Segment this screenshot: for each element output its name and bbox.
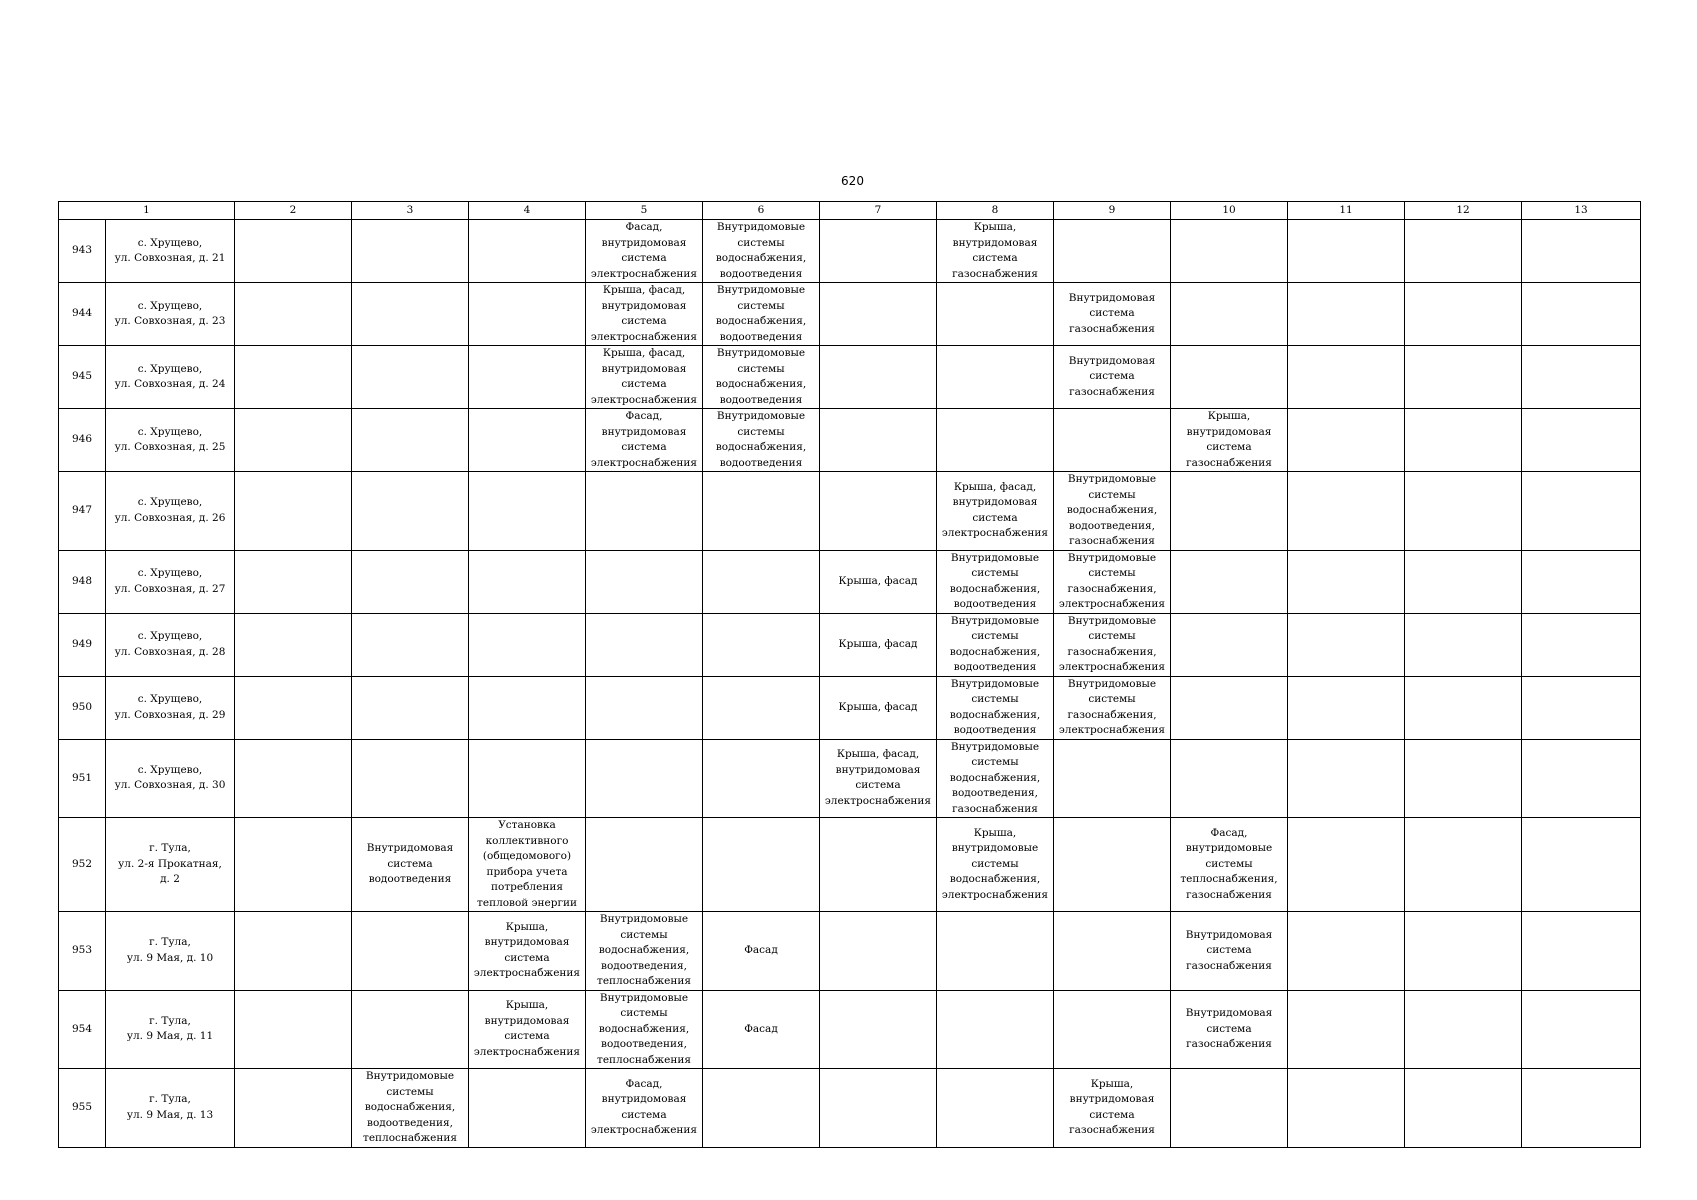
cell-col-4	[469, 283, 586, 346]
address-locality: с. Хрущево,	[137, 299, 203, 312]
cell-col-4	[469, 1069, 586, 1148]
cell-col-3	[352, 346, 469, 409]
address-locality: с. Хрущево,	[137, 763, 203, 776]
column-header-9: 9	[1054, 202, 1171, 220]
table-row	[59, 613, 1641, 676]
cell-col-5: Фасад, внутридомовая система электроснабжения	[586, 409, 703, 472]
column-header-10: 10	[1171, 202, 1288, 220]
cell-col-11	[1288, 220, 1405, 283]
address-street: ул. Совхозная, д. 26	[114, 511, 226, 524]
cell-col-6: Внутридомовые системы водоснабжения, водоотведения	[703, 409, 820, 472]
address-cell	[106, 676, 235, 739]
address-cell	[106, 550, 235, 613]
cell-col-12	[1405, 550, 1522, 613]
address-cell	[106, 346, 235, 409]
cell-col-8: Внутридомовые системы водоснабжения, водоотведения, газоснабжения	[937, 739, 1054, 818]
column-header-13: 13	[1522, 202, 1641, 220]
table-row	[59, 1069, 1641, 1148]
address-cell	[106, 409, 235, 472]
cell-col-12	[1405, 283, 1522, 346]
column-header-3: 3	[352, 202, 469, 220]
cell-col-6	[703, 676, 820, 739]
address-cell	[106, 613, 235, 676]
cell-col-5: Крыша, фасад, внутридомовая система электроснабжения	[586, 346, 703, 409]
cell-col-10: Внутридомовая система газоснабжения	[1171, 990, 1288, 1069]
address-street: ул. Совхозная, д. 21	[114, 252, 226, 264]
cell-col-10: Внутридомовая система газоснабжения	[1171, 912, 1288, 991]
cell-col-4	[469, 613, 586, 676]
row-number: 946	[59, 409, 106, 472]
address-cell	[106, 990, 235, 1069]
cell-col-13	[1522, 1069, 1641, 1148]
cell-col-12	[1405, 613, 1522, 676]
cell-col-11	[1288, 409, 1405, 472]
cell-col-10: Фасад, внутридомовые системы теплоснабжения, газоснабжения	[1171, 818, 1288, 912]
cell-col-3	[352, 550, 469, 613]
cell-col-13	[1522, 912, 1641, 991]
cell-col-5: Внутридомовые системы водоснабжения, водоотведения, теплоснабжения	[586, 990, 703, 1069]
cell-col-2	[235, 739, 352, 818]
cell-col-10	[1171, 613, 1288, 676]
address-street: ул. 9 Мая, д. 13	[126, 1108, 214, 1121]
address-extra: д. 2	[160, 873, 180, 886]
cell-col-2	[235, 990, 352, 1069]
cell-col-3	[352, 912, 469, 991]
column-header-8: 8	[937, 202, 1054, 220]
cell-col-6: Внутридомовые системы водоснабжения, водоотведения	[703, 220, 820, 283]
cell-col-3: Внутридомовая система водоотведения	[352, 818, 469, 912]
cell-col-11	[1288, 550, 1405, 613]
cell-col-2	[235, 472, 352, 551]
cell-col-10	[1171, 1069, 1288, 1148]
cell-col-5	[586, 472, 703, 551]
address-locality: с. Хрущево,	[137, 693, 203, 705]
address-street: ул. Совхозная, д. 25	[114, 441, 226, 453]
cell-col-6	[703, 550, 820, 613]
cell-col-5	[586, 550, 703, 613]
address-street: ул. Совхозная, д. 27	[114, 582, 226, 595]
column-header-6: 6	[703, 202, 820, 220]
column-header-2: 2	[235, 202, 352, 220]
cell-col-4: Крыша, внутридомовая система электроснабжения	[469, 912, 586, 991]
cell-col-8	[937, 1069, 1054, 1148]
address-cell	[106, 472, 235, 551]
cell-col-12	[1405, 346, 1522, 409]
row-number: 944	[59, 283, 106, 346]
cell-col-12	[1405, 409, 1522, 472]
cell-col-3	[352, 739, 469, 818]
cell-col-11	[1288, 739, 1405, 818]
cell-col-2	[235, 409, 352, 472]
cell-col-10	[1171, 472, 1288, 551]
cell-col-11	[1288, 990, 1405, 1069]
row-number: 953	[59, 912, 106, 991]
address-cell	[106, 818, 235, 912]
cell-col-13	[1522, 613, 1641, 676]
cell-col-10	[1171, 739, 1288, 818]
cell-col-5: Крыша, фасад, внутридомовая система электроснабжения	[586, 283, 703, 346]
cell-col-6: Внутридомовые системы водоснабжения, водоотведения	[703, 283, 820, 346]
cell-col-2	[235, 283, 352, 346]
address-locality: г. Тула,	[149, 1014, 191, 1027]
cell-col-10	[1171, 550, 1288, 613]
cell-col-10	[1171, 283, 1288, 346]
address-locality: с. Хрущево,	[137, 425, 203, 438]
cell-col-12	[1405, 912, 1522, 991]
cell-col-13	[1522, 409, 1641, 472]
cell-col-8: Внутридомовые системы водоснабжения, водоотведения	[937, 676, 1054, 739]
cell-col-9: Внутридомовые системы газоснабжения, электроснабжения	[1054, 550, 1171, 613]
address-locality: с. Хрущево,	[137, 630, 203, 642]
cell-col-13	[1522, 472, 1641, 551]
table-row	[59, 990, 1641, 1069]
cell-col-2	[235, 346, 352, 409]
address-locality: с. Хрущево,	[137, 362, 203, 375]
cell-col-4	[469, 676, 586, 739]
cell-col-2	[235, 912, 352, 991]
cell-col-3	[352, 283, 469, 346]
address-cell	[106, 739, 235, 818]
table-row	[59, 346, 1641, 409]
cell-col-3: Внутридомовые системы водоснабжения, водоотведения, теплоснабжения	[352, 1069, 469, 1148]
cell-col-13	[1522, 346, 1641, 409]
cell-col-9	[1054, 220, 1171, 283]
cell-col-7: Крыша, фасад	[820, 613, 937, 676]
cell-col-2	[235, 613, 352, 676]
column-number-row	[59, 202, 1641, 220]
cell-col-8: Внутридомовые системы водоснабжения, водоотведения	[937, 613, 1054, 676]
cell-col-8	[937, 283, 1054, 346]
address-cell	[106, 283, 235, 346]
cell-col-11	[1288, 346, 1405, 409]
cell-col-9: Крыша, внутридомовая система газоснабжения	[1054, 1069, 1171, 1148]
cell-col-11	[1288, 1069, 1405, 1148]
cell-col-2	[235, 220, 352, 283]
table-row	[59, 739, 1641, 818]
cell-col-12	[1405, 1069, 1522, 1148]
cell-col-6	[703, 613, 820, 676]
cell-col-8: Крыша, фасад, внутридомовая система электроснабжения	[937, 472, 1054, 551]
row-number: 954	[59, 990, 106, 1069]
table-row	[59, 472, 1641, 551]
cell-col-4: Крыша, внутридомовая система электроснабжения	[469, 990, 586, 1069]
cell-col-6: Фасад	[703, 990, 820, 1069]
cell-col-5	[586, 676, 703, 739]
cell-col-9	[1054, 990, 1171, 1069]
cell-col-13	[1522, 676, 1641, 739]
address-street: ул. 9 Мая, д. 11	[126, 1030, 214, 1043]
column-header-12: 12	[1405, 202, 1522, 220]
cell-col-8	[937, 346, 1054, 409]
address-locality: с. Хрущево,	[137, 236, 203, 249]
cell-col-11	[1288, 818, 1405, 912]
cell-col-13	[1522, 283, 1641, 346]
cell-col-4	[469, 739, 586, 818]
page-number: 620	[841, 174, 864, 188]
cell-col-12	[1405, 220, 1522, 283]
cell-col-8: Крыша, внутридомовые системы водоснабжения, электроснабжения	[937, 818, 1054, 912]
cell-col-9: Внутридомовые системы газоснабжения, электроснабжения	[1054, 676, 1171, 739]
cell-col-2	[235, 550, 352, 613]
cell-col-11	[1288, 472, 1405, 551]
cell-col-9	[1054, 912, 1171, 991]
row-number: 945	[59, 346, 106, 409]
cell-col-6: Внутридомовые системы водоснабжения, водоотведения	[703, 346, 820, 409]
address-locality: с. Хрущево,	[137, 567, 203, 579]
cell-col-3	[352, 990, 469, 1069]
cell-col-12	[1405, 739, 1522, 818]
cell-col-13	[1522, 990, 1641, 1069]
cell-col-6	[703, 472, 820, 551]
table-row	[59, 283, 1641, 346]
cell-col-8	[937, 409, 1054, 472]
cell-col-6	[703, 1069, 820, 1148]
cell-col-7	[820, 818, 937, 912]
table-row	[59, 676, 1641, 739]
cell-col-11	[1288, 912, 1405, 991]
cell-col-3	[352, 676, 469, 739]
row-number: 947	[59, 472, 106, 551]
cell-col-4	[469, 472, 586, 551]
cell-col-5	[586, 613, 703, 676]
cell-col-3	[352, 613, 469, 676]
cell-col-5: Фасад, внутридомовая система электроснабжения	[586, 220, 703, 283]
cell-col-13	[1522, 220, 1641, 283]
address-cell	[106, 1069, 235, 1148]
cell-col-2	[235, 676, 352, 739]
address-locality: г. Тула,	[149, 936, 191, 949]
cell-col-13	[1522, 818, 1641, 912]
row-number: 955	[59, 1069, 106, 1148]
cell-col-7	[820, 346, 937, 409]
cell-col-5	[586, 818, 703, 912]
row-number: 949	[59, 613, 106, 676]
row-number: 943	[59, 220, 106, 283]
address-street: ул. Совхозная, д. 30	[114, 779, 226, 792]
cell-col-9	[1054, 818, 1171, 912]
cell-col-12	[1405, 818, 1522, 912]
cell-col-7	[820, 409, 937, 472]
table-row	[59, 912, 1641, 991]
address-locality: с. Хрущево,	[137, 496, 203, 509]
row-number: 952	[59, 818, 106, 912]
table-row	[59, 220, 1641, 283]
column-header-7: 7	[820, 202, 937, 220]
table-row	[59, 818, 1641, 912]
cell-col-2	[235, 818, 352, 912]
cell-col-7	[820, 1069, 937, 1148]
cell-col-6	[703, 818, 820, 912]
cell-col-7: Крыша, фасад, внутридомовая система электроснабжения	[820, 739, 937, 818]
cell-col-9	[1054, 409, 1171, 472]
cell-col-12	[1405, 990, 1522, 1069]
cell-col-9: Внутридомовая система газоснабжения	[1054, 283, 1171, 346]
address-street: ул. Совхозная, д. 24	[114, 378, 226, 390]
row-number: 948	[59, 550, 106, 613]
repair-schedule-table	[58, 201, 1641, 1148]
cell-col-12	[1405, 472, 1522, 551]
address-cell	[106, 220, 235, 283]
cell-col-4	[469, 409, 586, 472]
cell-col-12	[1405, 676, 1522, 739]
cell-col-10	[1171, 220, 1288, 283]
column-header-1: 1	[59, 202, 235, 220]
cell-col-4	[469, 220, 586, 283]
column-header-11: 11	[1288, 202, 1405, 220]
cell-col-5	[586, 739, 703, 818]
cell-col-4: Установка коллективного (общедомового) прибора учета потребления тепловой энергии	[469, 818, 586, 912]
cell-col-13	[1522, 739, 1641, 818]
address-locality: г. Тула,	[149, 1093, 191, 1106]
row-number: 950	[59, 676, 106, 739]
address-cell	[106, 912, 235, 991]
cell-col-7	[820, 912, 937, 991]
cell-col-7	[820, 990, 937, 1069]
cell-col-10	[1171, 676, 1288, 739]
cell-col-9: Внутридомовая система газоснабжения	[1054, 346, 1171, 409]
cell-col-3	[352, 220, 469, 283]
address-street: ул. Совхозная, д. 29	[114, 708, 226, 721]
cell-col-10: Крыша, внутридомовая система газоснабжения	[1171, 409, 1288, 472]
cell-col-3	[352, 409, 469, 472]
cell-col-11	[1288, 613, 1405, 676]
table-row	[59, 550, 1641, 613]
cell-col-7	[820, 283, 937, 346]
column-header-4: 4	[469, 202, 586, 220]
cell-col-5: Фасад, внутридомовая система электроснабжения	[586, 1069, 703, 1148]
cell-col-13	[1522, 550, 1641, 613]
cell-col-9: Внутридомовые системы водоснабжения, водоотведения, газоснабжения	[1054, 472, 1171, 551]
address-locality: г. Тула,	[149, 842, 191, 855]
table-header	[59, 202, 1641, 220]
cell-col-10	[1171, 346, 1288, 409]
address-street: ул. Совхозная, д. 28	[114, 645, 226, 658]
cell-col-6	[703, 739, 820, 818]
cell-col-6: Фасад	[703, 912, 820, 991]
address-street: ул. Совхозная, д. 23	[114, 315, 226, 327]
cell-col-8: Крыша, внутридомовая система газоснабжения	[937, 220, 1054, 283]
cell-col-5: Внутридомовые системы водоснабжения, водоотведения, теплоснабжения	[586, 912, 703, 991]
address-street: ул. 2-я Прокатная,	[118, 857, 222, 870]
cell-col-8	[937, 990, 1054, 1069]
cell-col-3	[352, 472, 469, 551]
table-body	[59, 220, 1641, 1148]
table-row	[59, 409, 1641, 472]
cell-col-9: Внутридомовые системы газоснабжения, электроснабжения	[1054, 613, 1171, 676]
cell-col-7	[820, 220, 937, 283]
row-number: 951	[59, 739, 106, 818]
cell-col-9	[1054, 739, 1171, 818]
cell-col-4	[469, 550, 586, 613]
cell-col-7	[820, 472, 937, 551]
cell-col-11	[1288, 676, 1405, 739]
cell-col-4	[469, 346, 586, 409]
cell-col-11	[1288, 283, 1405, 346]
cell-col-2	[235, 1069, 352, 1148]
column-header-5: 5	[586, 202, 703, 220]
cell-col-7: Крыша, фасад	[820, 550, 937, 613]
address-street: ул. 9 Мая, д. 10	[126, 951, 214, 964]
cell-col-8	[937, 912, 1054, 991]
cell-col-8: Внутридомовые системы водоснабжения, водоотведения	[937, 550, 1054, 613]
cell-col-7: Крыша, фасад	[820, 676, 937, 739]
